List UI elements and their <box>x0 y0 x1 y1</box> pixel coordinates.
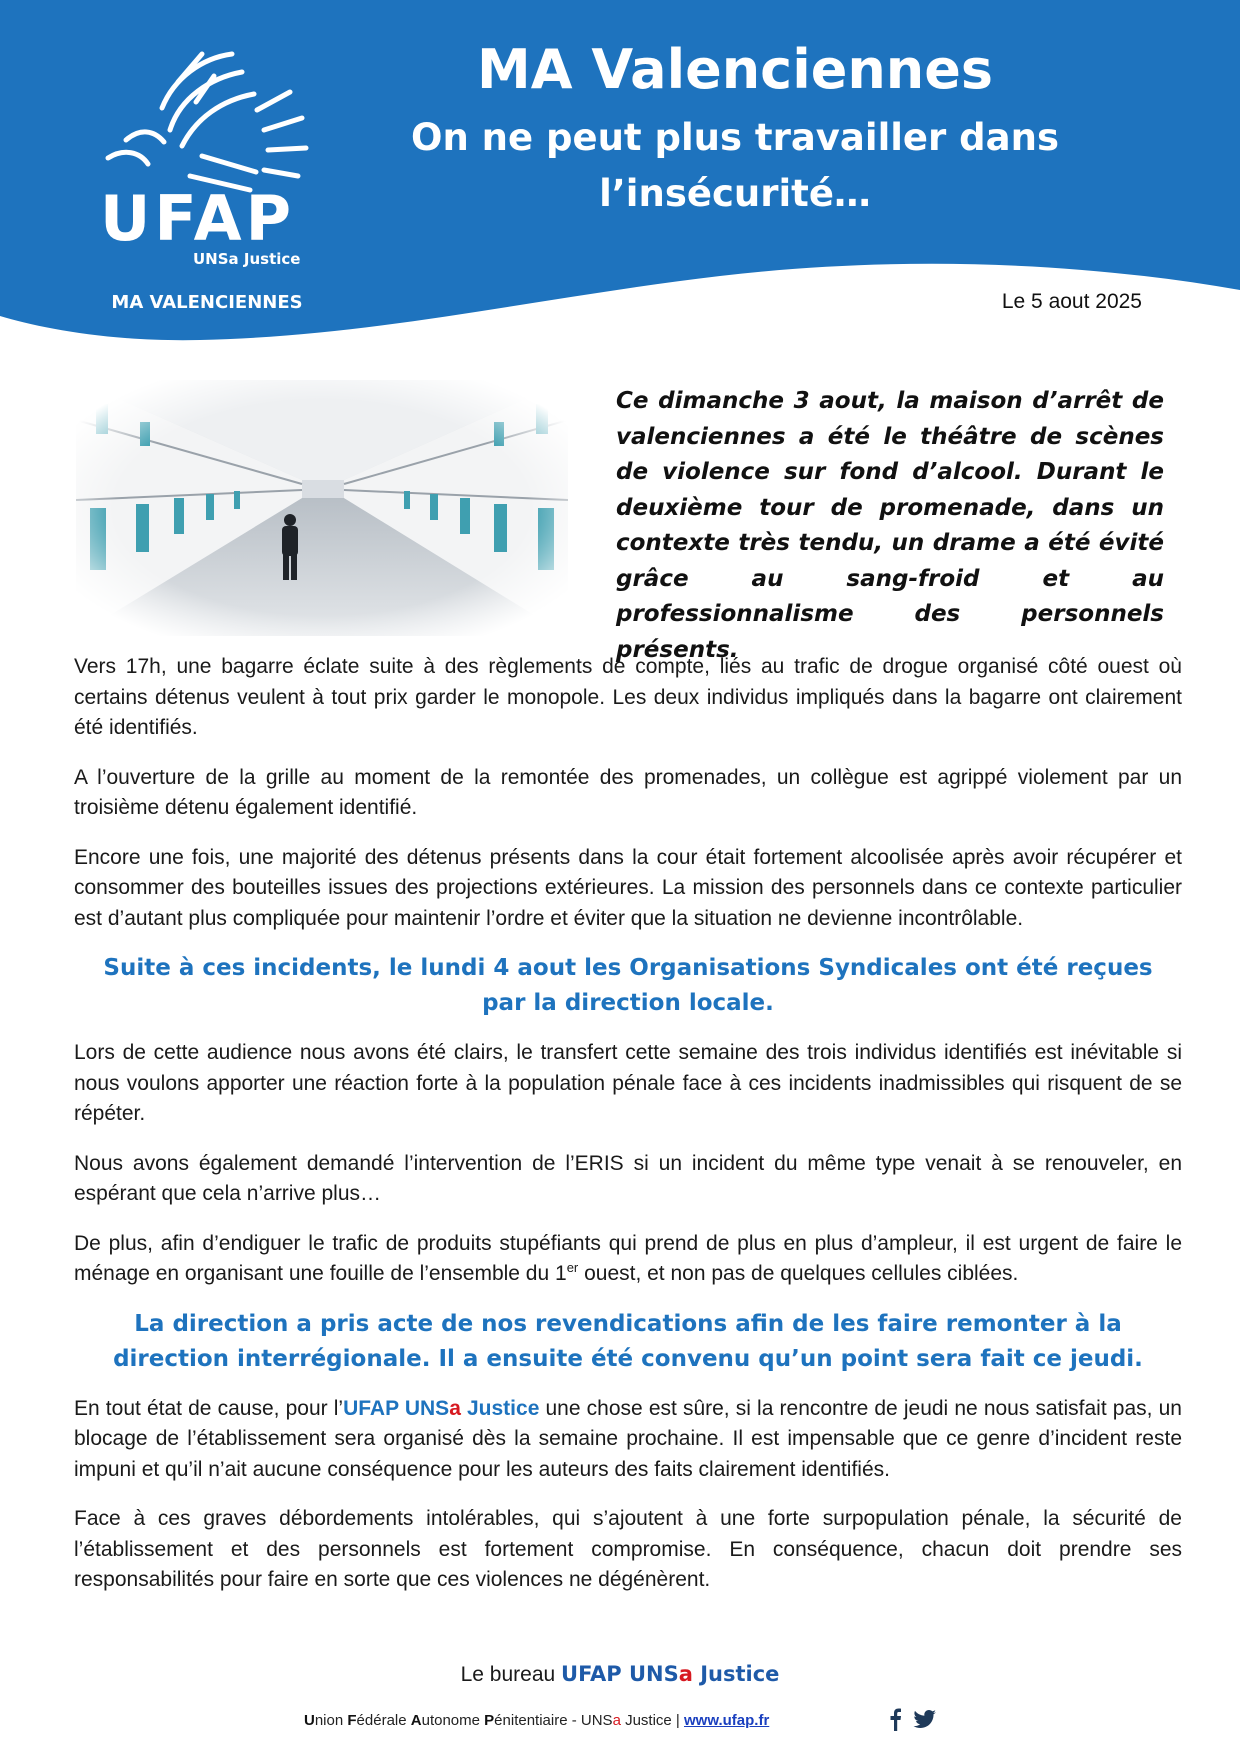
highlight-heading: La direction a pris acte de nos revendications afin de les faire remonter à la direction interrégionale. Il a ensuite été convenu qu’un point sera fait ce jeudi. <box>113 1310 1143 1372</box>
footer-text: énitentiaire - UNS <box>494 1712 613 1729</box>
signature <box>0 1662 1240 1687</box>
signature-org: UFAP UNS <box>561 1662 679 1686</box>
facebook-icon[interactable] <box>891 1709 902 1732</box>
intro-paragraph: Ce dimanche 3 aout, la maison d’arrêt de valenciennes a été le théâtre de scènes de violence sur fond d’alcool. Durant le deuxième tour de promenade, dans un contexte très tendu, un drame a été évité grâce au sang-froid et au professionnalisme des personnels présents. <box>616 388 1164 663</box>
footer-text: édérale <box>356 1712 411 1729</box>
footer <box>304 1712 769 1729</box>
page-subtitle <box>380 110 1090 222</box>
paragraph: Lors de cette audience nous avons été clairs, le transfert cette semaine des trois individus identifiés est inévitable si nous voulons apporter une réaction forte à la population pénale face à ces incidents inadmissibles qui risquent de se répéter. <box>74 1041 1182 1125</box>
subtitle-line-1: On ne peut plus travailler dans <box>411 116 1059 159</box>
prison-corridor-photo <box>76 380 568 636</box>
paragraph: Face à ces graves débordements intolérables, qui s’ajoutent à une forte surpopulation pénale, la sécurité de l’établissement et des personnels est fortement compromise. En conséquence, chacun doit prendre ses responsabilités pour faire en sorte que ces violences ne dégénèrent. <box>74 1507 1182 1591</box>
twitter-icon[interactable] <box>913 1710 936 1728</box>
text-span: De plus, afin d’endiguer le trafic de produits stupéfiants qui prend de plus en plus d’ampleur, il est urgent de faire le ménage en organisant une fouille de l’ensemble du 1 <box>74 1231 1182 1285</box>
footer-text: nion <box>314 1712 348 1729</box>
footer-text-red: a <box>612 1712 621 1729</box>
article-body <box>74 652 1182 1615</box>
signature-org: Justice <box>692 1662 780 1686</box>
paragraph: A l’ouverture de la grille au moment de la remontée des promenades, un collègue est agrippé violement par un troisième détenu également identifié. <box>74 765 1182 819</box>
section-name: MA VALENCIENNES <box>111 292 303 313</box>
text-span: une chose est sûre, si la rencontre de jeudi ne nous satisfait pas, un blocage de l’établissement sera organisé dès la semaine prochaine. Il est impensable que ce genre d’incident reste impuni et qu’il n’ait aucune conséquence pour les auteurs des faits clairement identifiés. <box>74 1396 1182 1481</box>
paragraph: Nous avons également demandé l’intervention de l’ERIS si un incident du même type venait à se renouveler, en espérant que cela n’arrive plus… <box>74 1151 1182 1205</box>
page-title: MA Valenciennes <box>477 38 993 101</box>
footer-initial: A <box>410 1712 422 1729</box>
signature-prefix: Le bureau <box>460 1663 562 1686</box>
footer-initial: P <box>484 1712 495 1729</box>
org-name-inline: Justice <box>460 1396 540 1420</box>
paragraph <box>74 1229 1182 1290</box>
logo-subtitle: UNSa Justice <box>193 250 301 268</box>
highlight-heading: Suite à ces incidents, le lundi 4 aout les Organisations Syndicales ont été reçues par la direction locale. <box>103 955 1153 1016</box>
footer-initial: F <box>347 1712 357 1729</box>
subtitle-line-2: l’insécurité… <box>599 172 871 215</box>
paragraph <box>74 1394 1182 1486</box>
superscript: er <box>566 1260 579 1275</box>
footer-text: utonome <box>421 1712 485 1729</box>
paragraph: Vers 17h, une bagarre éclate suite à des règlements de compte, liés au trafic de drogue organisé côté ouest où certains détenus veulent à tout prix garder le monopole. Les deux individus impliqués dans la bagarre ont clairement été identifiés. <box>74 655 1182 739</box>
text-span: ouest, et non pas de quelques cellules ciblées. <box>578 1262 1019 1285</box>
footer-text: Justice | <box>620 1712 684 1729</box>
logo-wordmark: UFAP <box>100 182 296 255</box>
footer-initial: U <box>304 1712 315 1729</box>
website-link[interactable]: www.ufap.fr <box>684 1712 770 1729</box>
org-name-inline: UFAP UNS <box>343 1396 450 1420</box>
org-name-inline-red: a <box>449 1396 461 1420</box>
paragraph: Encore une fois, une majorité des détenus présents dans la cour était fortement alcoolisée après avoir récupérer et consommer des bouteilles issues des projections extérieures. La mission des personnels dans ce contexte particulier est d’autant plus compliquée pour maintenir l’ordre et éviter que la situation ne devienne incontrôlable. <box>74 845 1182 930</box>
signature-org-red: a <box>678 1662 693 1686</box>
document-date: Le 5 aout 2025 <box>1001 290 1142 313</box>
social-icons <box>884 1707 938 1733</box>
text-span: En tout état de cause, pour l’ <box>74 1396 344 1420</box>
